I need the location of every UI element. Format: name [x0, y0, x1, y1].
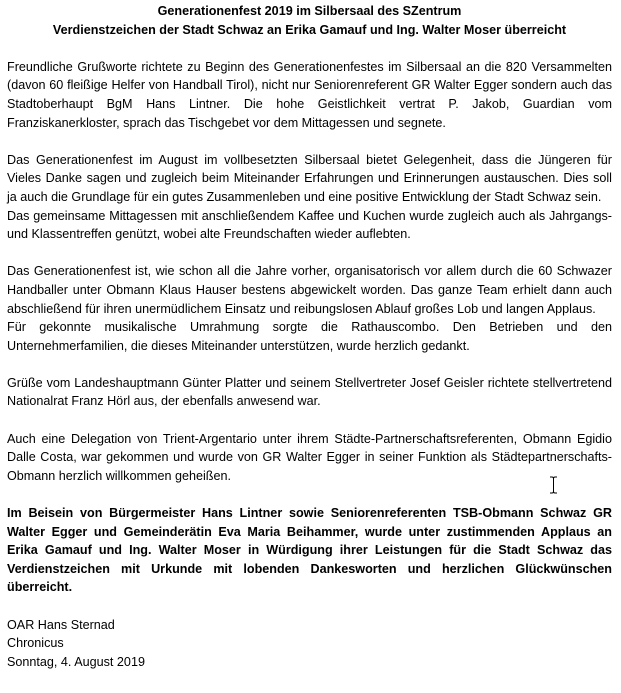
paragraph-award: Im Beisein von Bürgermeister Hans Lintner sowie Seniorenreferenten TSB-Obmann Schwaz GR Walter Egger und Gemeinderätin Eva Maria Beihammer, wurde unter zustimmenden Applaus an Erika Gamauf und Ing. Walter Moser in Würdigung ihrer Leistungen für die Stadt Schwaz das Verdienstzeichen mit Urkunde mit lobenden Dankesworten und herzlichen Glückwünschen überreicht. [7, 506, 612, 595]
document-page [7, 2, 612, 671]
paragraph-welcome: Freundliche Grußworte richtete zu Beginn des Generationenfestes im Silbersaal an die 820 Versammelten (davon 60 fleißige Helfer von Handball Tirol), nicht nur Seniorenreferent GR Walter Egger sondern auch das Stadtoberhaupt BgM Hans Lintner. Die hohe Geistlichkeit vertrat P. Jakob, Guardian vom Franziskanerkloster, sprach das Tischgebet vor dem Mittagessen und segnete. [7, 59, 612, 130]
paragraph-music: Für gekonnte musikalische Umrahmung sorgte die Rathauscombo. Den Betrieben und den Unternehmerfamilien, die dieses Miteinander unterstützen, wurde herzlich gedankt. [7, 320, 612, 353]
spacer [7, 597, 612, 616]
paragraph-lunch: Das gemeinsame Mittagessen mit anschließendem Kaffee und Kuchen wurde zugleich auch als Jahrgangs- und Klassentreffen genützt, wobei alte Freundschaften wieder auflebten. [7, 208, 612, 242]
document-subtitle: Verdienstzeichen der Stadt Schwaz an Erika Gamauf und Ing. Walter Moser überreicht [52, 22, 567, 37]
signature-date: Sonntag, 4. August 2019 [7, 654, 145, 669]
paragraph-organisation: Das Generationenfest ist, wie schon all die Jahre vorher, organisatorisch vor allem durch die 60 Schwazer Handballer unter Obmann Klaus Hauser bestens abgewickelt worden. Das ganze Team erhielt dann auch abschließend für ihren unermüdlichem Einsatz und reibungslosen Ablauf großes Lob und langen Applaus. [7, 264, 612, 316]
spacer [7, 355, 612, 374]
paragraph-occasion: Das Generationenfest im August im vollbesetzten Silbersaal bietet Gelegenheit, dass die Jüngeren für Vieles Danke sagen und zugleich beim Miteinander Erfahrungen und Erinnerungen austauschen. Dies soll ja auch die Grundlage für ein gutes Zusammenleben und eine positive Entwicklung der Stadt Schwaz sein. [7, 152, 612, 204]
signature-name: OAR Hans Sternad [7, 617, 115, 632]
paragraph-greetings: Grüße vom Landeshauptmann Günter Platter und seinem Stellvertreter Josef Geisler richtete stellvertretend Nationalrat Franz Hörl aus, der ebenfalls anwesend war. [7, 375, 612, 409]
spacer [7, 244, 612, 263]
spacer [7, 39, 612, 58]
spacer [7, 485, 612, 504]
text-cursor-icon [549, 476, 558, 494]
spacer [7, 132, 612, 151]
paragraph-delegation: Auch eine Delegation von Trient-Argentario unter ihrem Städte-Partnerschaftsreferenten, Obmann Egidio Dalle Costa, war gekommen und wurde von GR Walter Egger in seiner Funktion als Städtepartnerschafts-Obmann herzlich willkommen geheißen. [7, 431, 612, 483]
spacer [7, 411, 612, 430]
document-title: Generationenfest 2019 im Silbersaal des SZentrum [157, 4, 462, 18]
signature-role: Chronicus [7, 636, 64, 651]
